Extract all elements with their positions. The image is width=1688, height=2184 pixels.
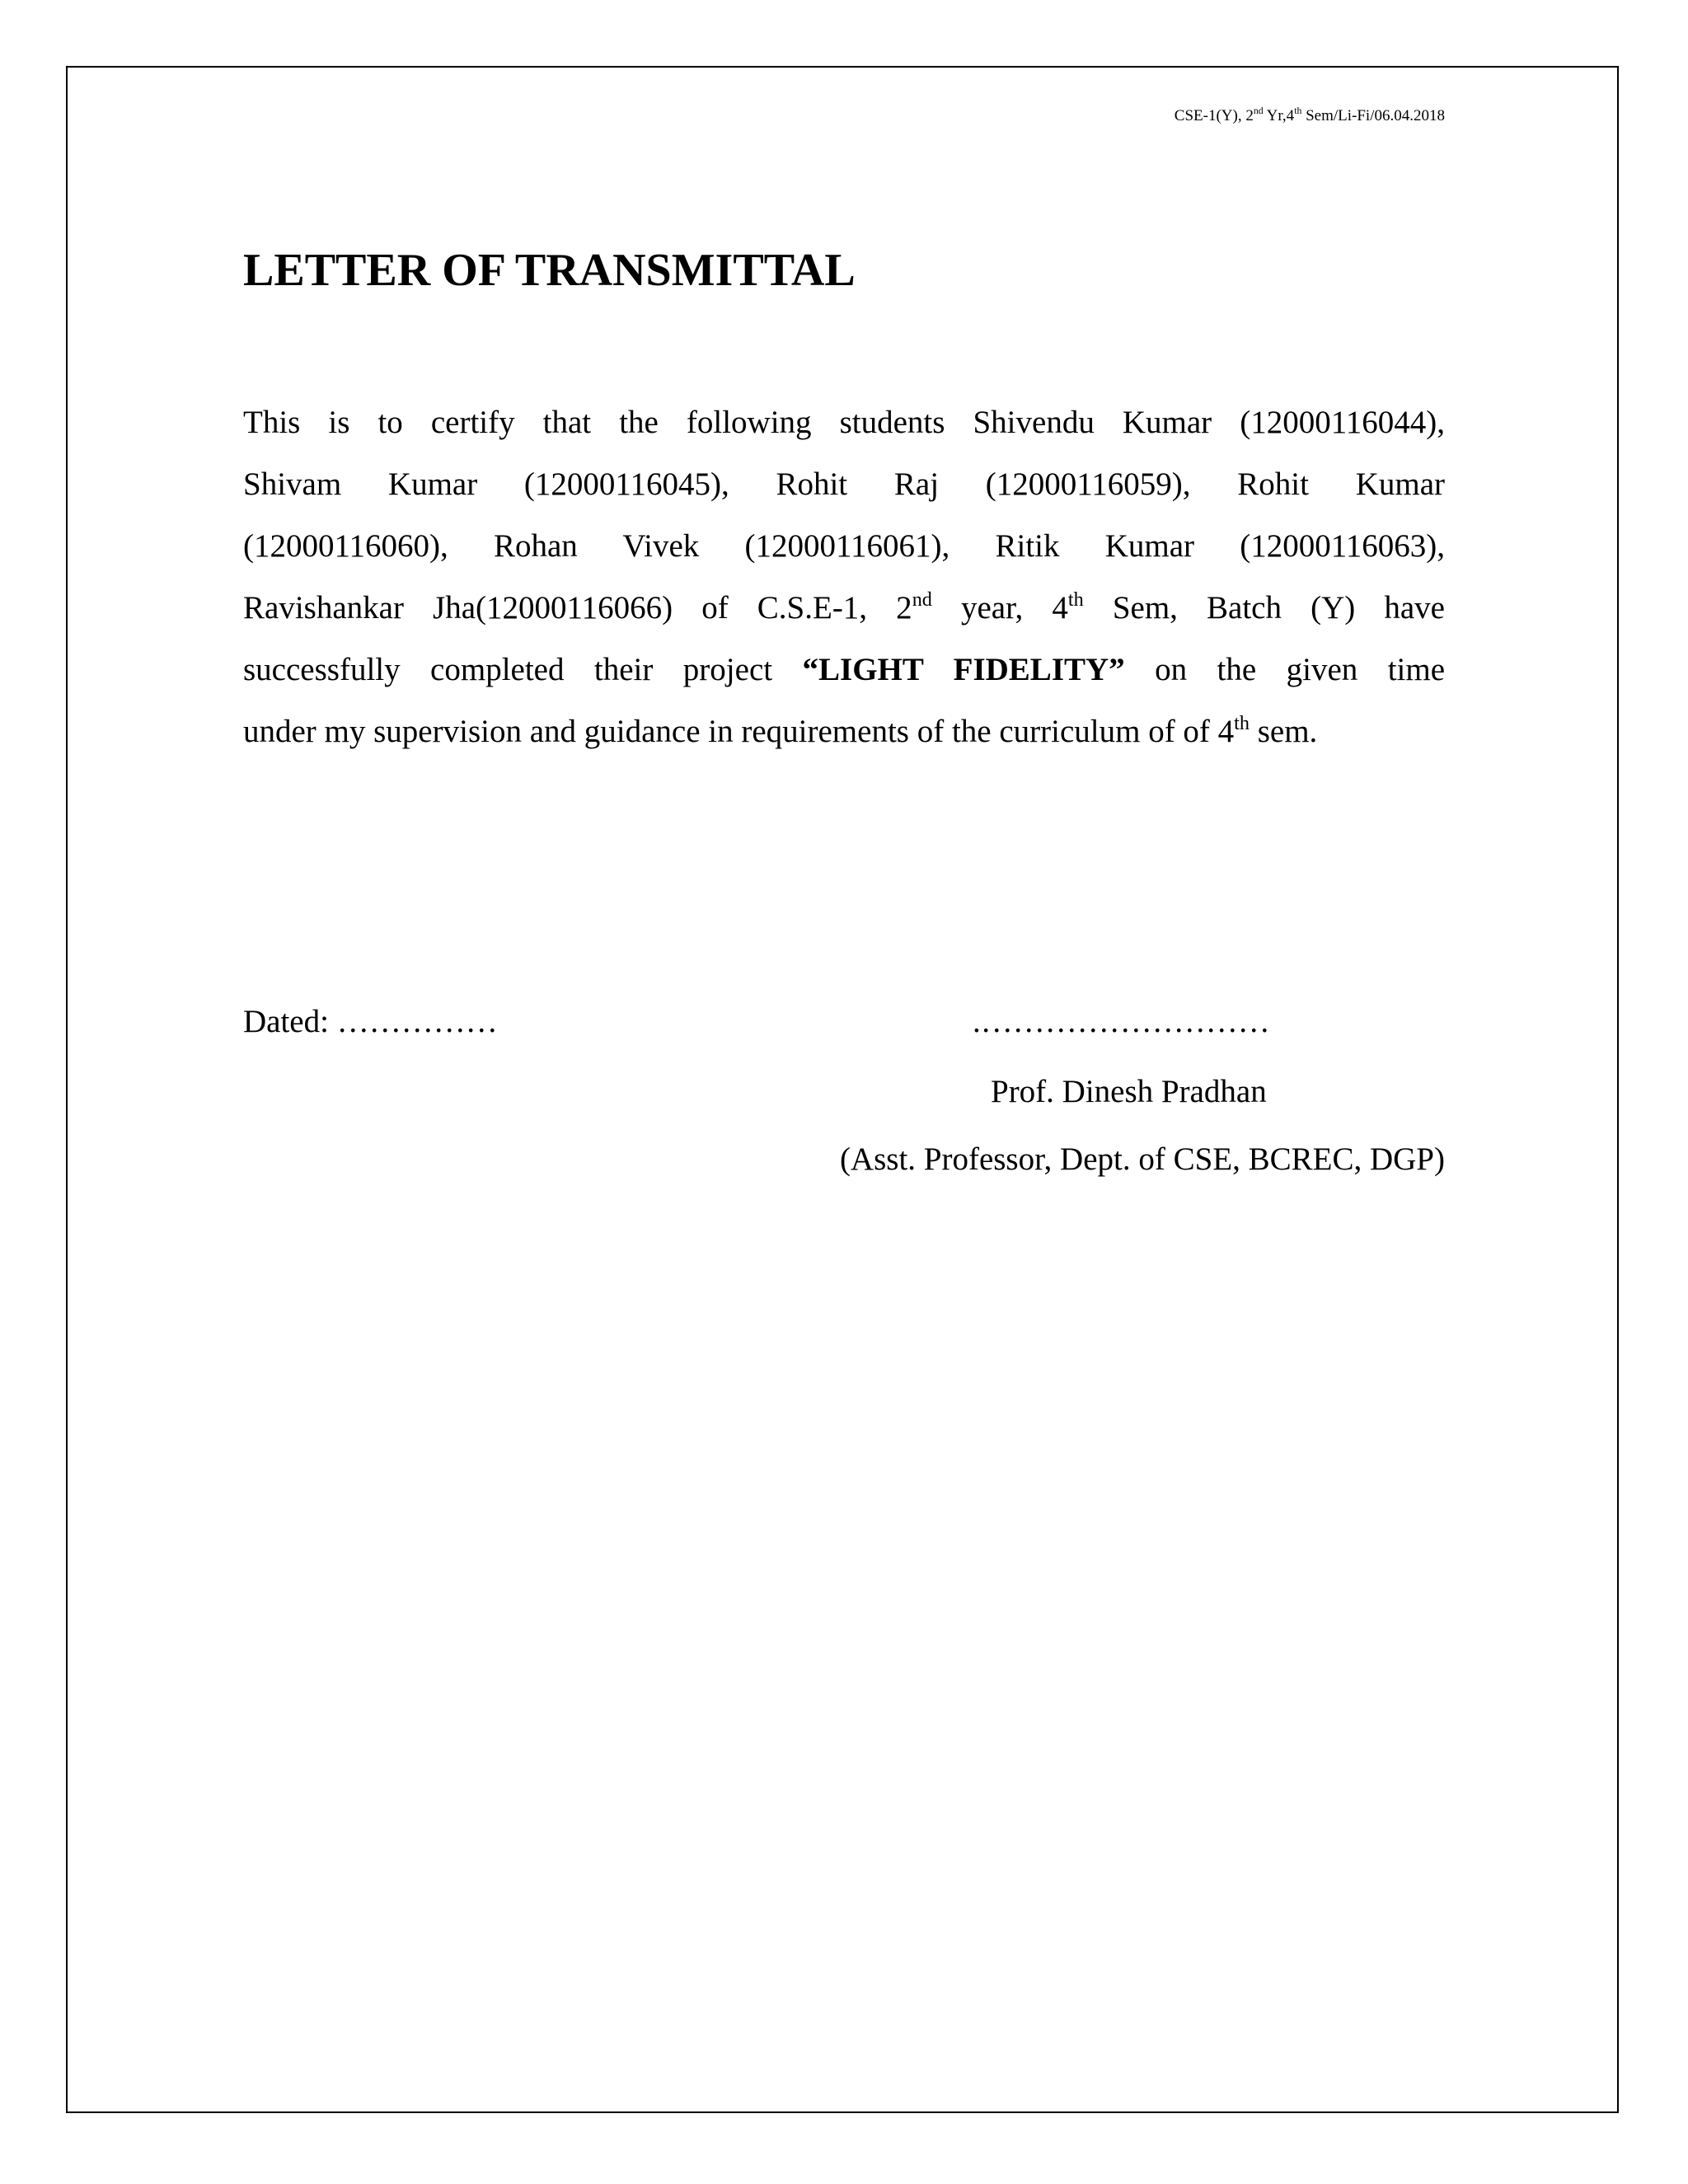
reference-middle: Yr,4 bbox=[1263, 107, 1295, 124]
reference-prefix: CSE-1(Y), 2 bbox=[1174, 107, 1254, 124]
body-line: (12000116060), Rohan Vivek (12000116061), Ritik Kumar (12000116063), bbox=[243, 528, 1445, 564]
document-reference bbox=[1175, 107, 1445, 125]
body-text-segment: successfully completed their project bbox=[243, 652, 803, 687]
body-text-segment: under my supervision and guidance in requirements of the curriculum of of 4 bbox=[243, 714, 1235, 749]
signature-line: .……………………… bbox=[973, 1004, 1270, 1039]
letter-title: LETTER OF TRANSMITTAL bbox=[243, 245, 856, 296]
reference-superscript-th: th bbox=[1294, 105, 1302, 117]
page-border bbox=[66, 66, 1619, 2113]
superscript-th: th bbox=[1067, 588, 1084, 611]
reference-suffix: Sem/Li-Fi/06.04.2018 bbox=[1301, 107, 1445, 124]
reference-superscript-nd: nd bbox=[1253, 105, 1264, 117]
signatory-designation: (Asst. Professor, Dept. of CSE, BCREC, DGP) bbox=[839, 1141, 1445, 1177]
body-line bbox=[243, 701, 1445, 762]
signatory-name: Prof. Dinesh Pradhan bbox=[991, 1074, 1267, 1109]
body-text-segment: Ravishankar Jha(12000116066) of C.S.E-1, 2 bbox=[243, 590, 912, 626]
project-name: “LIGHT FIDELITY” bbox=[802, 652, 1125, 687]
body-text-segment: sem. bbox=[1249, 714, 1318, 749]
body-line: This is to certify that the following students Shivendu Kumar (12000116044), bbox=[243, 405, 1445, 440]
body-line bbox=[243, 577, 1445, 639]
body-text-segment: on the given time bbox=[1124, 652, 1446, 687]
superscript-nd: nd bbox=[912, 588, 932, 611]
dated-field: Dated: …………… bbox=[243, 1004, 498, 1039]
body-line: Shivam Kumar (12000116045), Rohit Raj (12000116059), Rohit Kumar bbox=[243, 466, 1445, 502]
superscript-th: th bbox=[1234, 711, 1250, 734]
body-line bbox=[243, 639, 1445, 701]
certificate-body bbox=[243, 391, 1445, 762]
body-text-segment: year, 4 bbox=[931, 590, 1068, 626]
body-text-segment: Sem, Batch (Y) have bbox=[1083, 590, 1445, 626]
